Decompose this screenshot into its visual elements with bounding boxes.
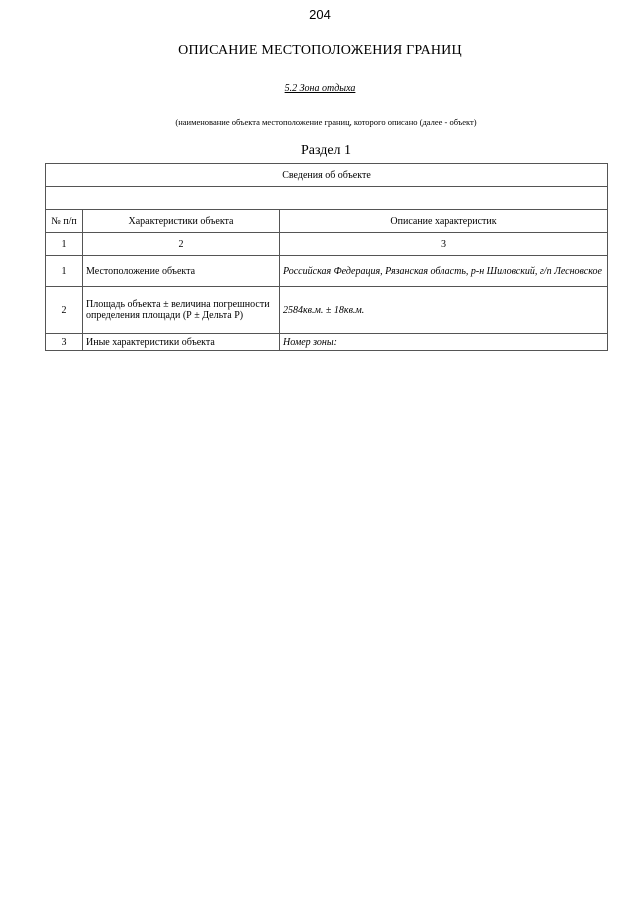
table-spacer-row: [46, 187, 608, 210]
header-description: Описание характеристик: [280, 210, 608, 233]
index-cell: 1: [46, 233, 83, 256]
table-row: [46, 287, 608, 334]
header-characteristic: Характеристики объекта: [83, 210, 280, 233]
row-num: 3: [46, 334, 83, 351]
index-cell: 2: [83, 233, 280, 256]
row-description: 2584кв.м. ± 18кв.м.: [280, 287, 608, 334]
object-info-table: [45, 163, 608, 351]
table-spacer: [46, 187, 608, 210]
header-num: № п/п: [46, 210, 83, 233]
table-row: [46, 256, 608, 287]
document-title: ОПИСАНИЕ МЕСТОПОЛОЖЕНИЯ ГРАНИЦ: [178, 43, 462, 58]
zone-name: 5.2 Зона отдыха: [284, 83, 356, 94]
section-heading: Раздел 1: [300, 143, 352, 158]
row-num: 1: [46, 256, 83, 287]
row-description: Номер зоны:: [280, 334, 608, 351]
subtitle-note: (наименование объекта местоположение границ, которого описано (далее - объект): [175, 117, 477, 127]
row-characteristic: Иные характеристики объекта: [83, 334, 280, 351]
row-description: Российская Федерация, Рязанская область, р-н Шиловский, г/п Лесновское: [280, 256, 608, 287]
index-cell: 3: [280, 233, 608, 256]
table-header-row: [46, 210, 608, 233]
table-caption-row: [46, 164, 608, 187]
table-row: [46, 334, 608, 351]
row-num: 2: [46, 287, 83, 334]
page-number: 204: [309, 7, 331, 22]
row-characteristic: Местоположение объекта: [83, 256, 280, 287]
table-caption: Сведения об объекте: [46, 164, 608, 187]
table-index-row: [46, 233, 608, 256]
row-characteristic: Площадь объекта ± величина погрешности определения площади (Р ± Дельта Р): [83, 287, 280, 334]
